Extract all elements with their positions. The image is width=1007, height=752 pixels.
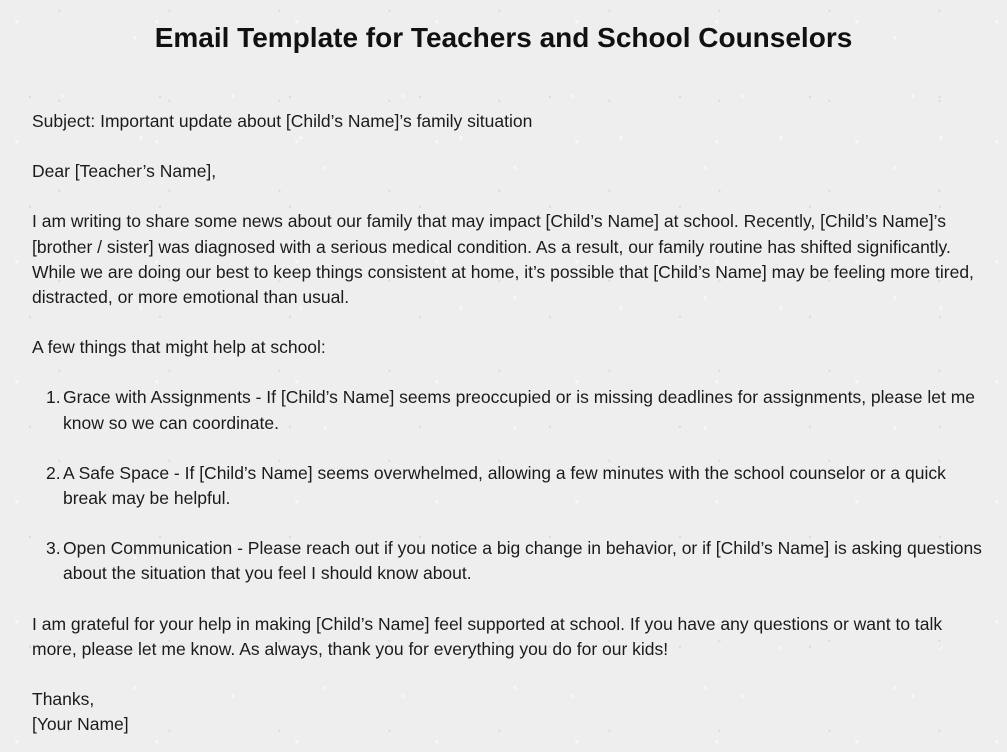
list-item-text: A Safe Space - If [Child’s Name] seems overwhelmed, allowing a few minutes with the school counselor or a quick break may be helpful. [63,462,946,509]
intro-paragraph: I am writing to share some news about our family that may impact [Child’s Name] at school. Recently, [Child’s Name]’s [brother / sister] was diagnosed with a serious medical condition. As a result, our family routine has shifted significantly. While we are doing our best to keep things consistent at home, it’s possible that [Child’s Name] may be feeling more tired, distracted, or more emotional than usual. [32,211,974,308]
list-item-text: Open Communication - Please reach out if you notice a big change in behavior, or if [Child’s Name] is asking questions about the situation that you feel I should know about. [63,538,982,584]
list-item [32,385,987,435]
list-item-text: Grace with Assignments - If [Child’s Name] seems preoccupied or is missing deadlines for assignments, please let me know so we can coordinate. [63,387,976,433]
email-greeting: Dear [Teacher’s Name], [32,161,217,182]
list-item [32,536,987,586]
list-item-number: 3. [46,538,61,559]
list-intro: A few things that might help at school: [32,337,326,358]
document-title: Email Template for Teachers and School Counselors [154,22,853,53]
help-list [32,385,987,586]
email-body [32,109,987,737]
email-subject: Subject: Important update about [Child’s Name]’s family situation [32,111,533,131]
signature: [Your Name] [32,714,129,735]
list-item-number: 1. [46,387,61,408]
list-item [32,461,987,511]
list-item-number: 2. [46,462,61,483]
closing-paragraph: I am grateful for your help in making [Child’s Name] feel supported at school. If you have any questions or want to talk more, please let me know. As always, thank you for everything you do for our kids! [32,613,943,659]
signoff: Thanks, [32,689,95,710]
